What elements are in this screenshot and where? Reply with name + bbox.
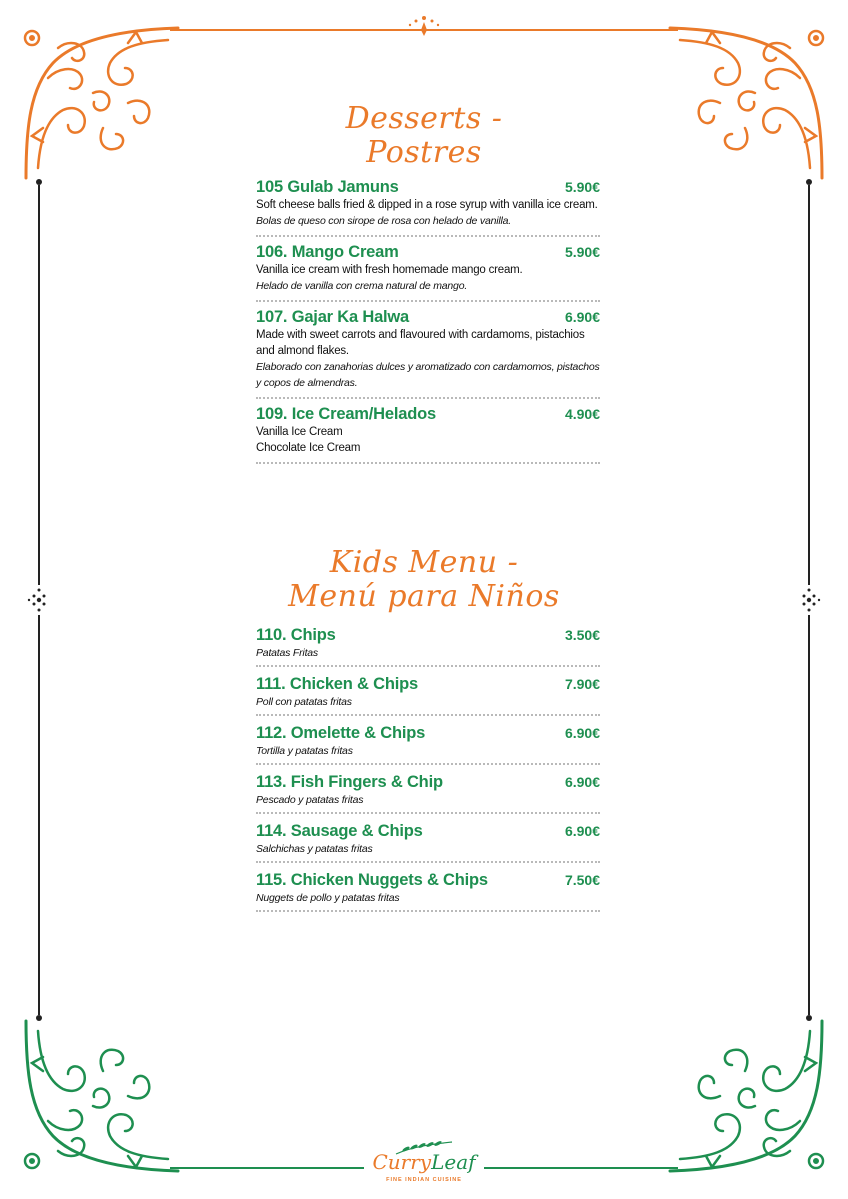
logo-tagline: FINE INDIAN CUISINE: [386, 1177, 462, 1183]
desserts-title: [0, 102, 848, 170]
item-description: Vanilla ice cream with fresh homemade mango cream.: [256, 264, 523, 276]
item-price: 6.90€: [564, 774, 600, 790]
item-price: 6.90€: [564, 725, 600, 741]
bottom-right-flourish: [670, 1021, 823, 1171]
item-price: 5.90€: [564, 179, 600, 195]
item-description-es: Nuggets de pollo y patatas fritas: [256, 892, 400, 904]
top-center-ornament: [409, 16, 439, 36]
item-price: 3.50€: [564, 627, 600, 643]
item-description: Vanilla Ice Cream: [256, 426, 343, 438]
item-name: 110. Chips: [256, 626, 336, 644]
item-name: 114. Sausage & Chips: [256, 822, 423, 840]
desserts-title-line2: Postres: [366, 135, 482, 170]
item-name: 106. Mango Cream: [256, 243, 399, 261]
menu-item: [256, 308, 600, 399]
item-price: 7.90€: [564, 676, 600, 692]
kids-list: [256, 626, 600, 920]
item-name: 105 Gulab Jamuns: [256, 178, 399, 196]
item-name: 107. Gajar Ka Halwa: [256, 308, 410, 326]
item-price: 6.90€: [564, 309, 600, 325]
item-price: 5.90€: [564, 244, 600, 260]
menu-item: [256, 243, 600, 302]
menu-item: [256, 178, 600, 237]
desserts-list: [256, 178, 600, 470]
item-description: Made with sweet carrots and flavoured with cardamoms, pistachios and almond flakes.: [256, 329, 585, 357]
item-name: 112. Omelette & Chips: [256, 724, 426, 742]
item-price: 4.90€: [564, 406, 600, 422]
kids-title: [0, 546, 848, 614]
item-name: 113. Fish Fingers & Chip: [256, 773, 443, 791]
menu-item: [256, 773, 600, 814]
item-description-es: Helado de vanilla con crema natural de mango.: [256, 280, 468, 292]
menu-item: [256, 871, 600, 912]
logo-wordmark: [364, 1150, 484, 1174]
menu-item: [256, 675, 600, 716]
item-name: 115. Chicken Nuggets & Chips: [256, 871, 488, 889]
kids-title-line1: Kids Menu -: [329, 545, 519, 580]
item-description-2: Chocolate Ice Cream: [256, 442, 361, 454]
item-description-es: Pescado y patatas fritas: [256, 794, 364, 806]
menu-item: [256, 822, 600, 863]
item-price: 6.90€: [564, 823, 600, 839]
item-description-es: Elaborado con zanahorias dulces y aromatizado con cardamomos, pistachos y copos de almendras.: [256, 361, 600, 389]
item-description: Soft cheese balls fried & dipped in a rose syrup with vanilla ice cream.: [256, 199, 598, 211]
kids-title-line2: Menú para Niños: [288, 579, 560, 614]
item-description-es: Bolas de queso con sirope de rosa con helado de vanilla.: [256, 215, 511, 227]
menu-item: [256, 626, 600, 667]
item-description-es: Tortilla y patatas fritas: [256, 745, 353, 757]
item-price: 7.50€: [564, 872, 600, 888]
menu-item: [256, 724, 600, 765]
curry-leaf-logo: [364, 1140, 484, 1192]
item-description-es: Patatas Fritas: [256, 647, 318, 659]
desserts-title-line1: Desserts -: [345, 101, 503, 136]
logo-word-curry: Curry: [372, 1150, 432, 1174]
item-description-es: Poll con patatas fritas: [256, 696, 352, 708]
bottom-left-flourish: [25, 1021, 178, 1171]
item-name: 109. Ice Cream/Helados: [256, 405, 436, 423]
item-name: 111. Chicken & Chips: [256, 675, 418, 693]
item-description-es: Salchichas y patatas fritas: [256, 843, 373, 855]
menu-item: [256, 405, 600, 464]
logo-word-leaf: Leaf: [431, 1150, 476, 1174]
